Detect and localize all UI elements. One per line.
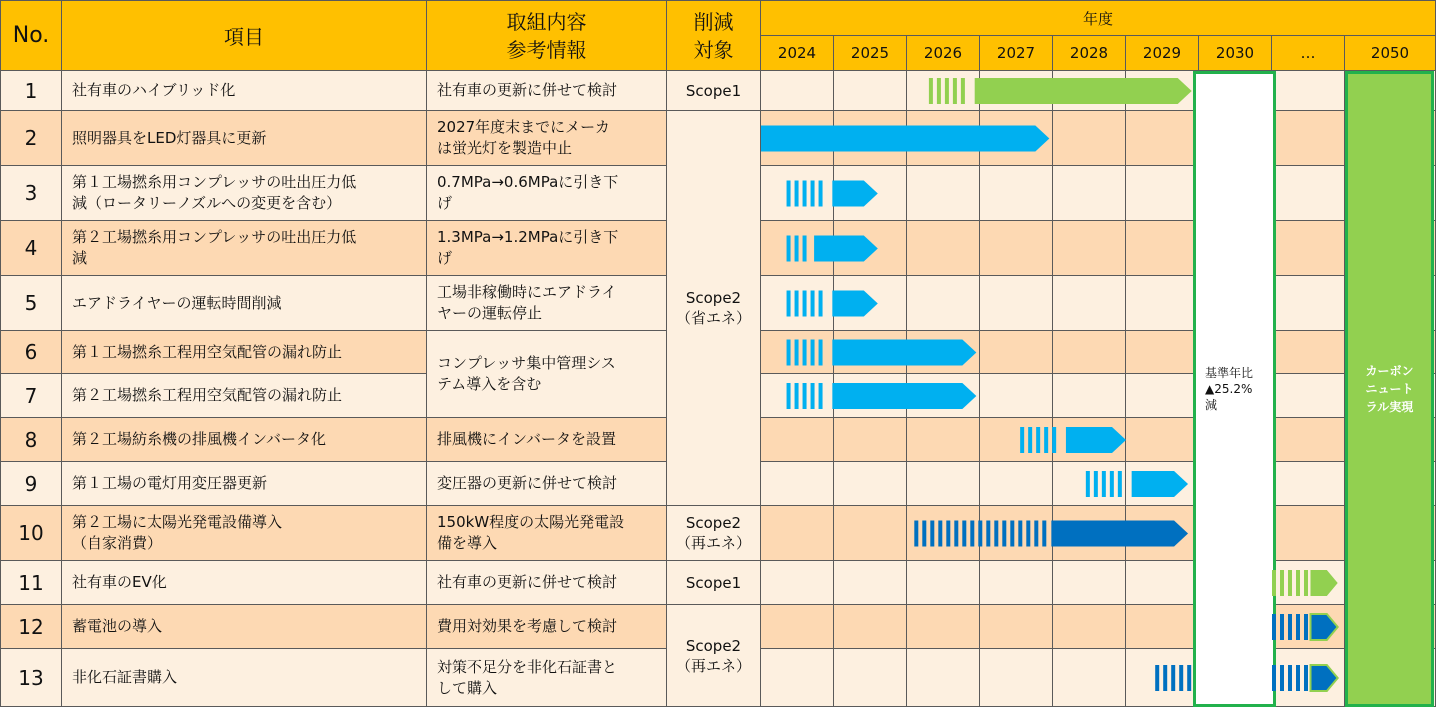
row-item: 社有車のハイブリッド化 <box>62 71 427 111</box>
bar-stripe <box>1018 521 1022 547</box>
bar-stripe <box>1272 665 1276 691</box>
bar-stripe <box>1187 665 1191 691</box>
bar-stripe <box>1118 471 1122 497</box>
schedule-bar <box>787 291 878 317</box>
bar-stripe <box>994 521 998 547</box>
bar-stripe <box>1155 665 1159 691</box>
header-year: … <box>1272 36 1345 71</box>
row-number: 6 <box>0 331 62 374</box>
bar-stripe <box>803 181 807 207</box>
bar-stripe <box>819 291 823 317</box>
bar-stripe <box>1304 570 1308 596</box>
row-item: 蓄電池の導入 <box>62 605 427 649</box>
bar-stripe <box>1042 521 1046 547</box>
schedule-bar <box>914 521 1188 547</box>
bar-stripe <box>811 340 815 366</box>
bar-stripe <box>787 181 791 207</box>
row-reference: 社有車の更新に併せて検討 <box>427 561 667 605</box>
row-reference: 排風機にインバータを設置 <box>427 418 667 462</box>
scope-cell: Scope2 （再エネ） <box>667 506 761 561</box>
bar-stripe <box>819 340 823 366</box>
bar-arrow <box>761 126 1049 152</box>
bar-stripe <box>1280 665 1284 691</box>
row-number: 3 <box>0 166 62 221</box>
row-item: 第１工場撚糸用コンプレッサの吐出圧力低 減（ロータリーノズルへの変更を含む） <box>62 166 427 221</box>
bar-stripe <box>1179 665 1183 691</box>
bar-arrow <box>832 291 877 317</box>
row-reference: 1.3MPa→1.2MPaに引き下 げ <box>427 221 667 276</box>
header-content-line1: 取組内容 <box>506 9 587 34</box>
bar-stripe <box>1102 471 1106 497</box>
row-number: 12 <box>0 605 62 649</box>
schedule-bar <box>1155 665 1191 691</box>
row-number: 10 <box>0 506 62 561</box>
bar-arrow <box>832 383 976 409</box>
bar-stripe <box>970 521 974 547</box>
bar-arrow <box>975 78 1192 104</box>
header-item: 項目 <box>62 0 427 71</box>
bar-stripe <box>1034 521 1038 547</box>
header-no: No. <box>0 0 62 71</box>
bar-stripe <box>795 291 799 317</box>
bar-stripe <box>922 521 926 547</box>
bar-stripe <box>1026 521 1030 547</box>
bar-stripe <box>1272 570 1276 596</box>
schedule-bar <box>1272 614 1338 640</box>
bar-stripe <box>803 236 807 262</box>
bar-stripe <box>1288 665 1292 691</box>
bar-stripe <box>811 383 815 409</box>
target-2030-box: 基準年比 ▲25.2% 減 <box>1193 71 1276 707</box>
bar-stripe <box>962 521 966 547</box>
header-year: 2025 <box>834 36 907 71</box>
bar-stripe <box>1296 665 1300 691</box>
bar-stripe <box>986 521 990 547</box>
bar-stripe <box>1110 471 1114 497</box>
row-number: 13 <box>0 649 62 707</box>
header-scope-line2: 対象 <box>693 37 734 62</box>
header-year: 2027 <box>980 36 1053 71</box>
row-item: 社有車のEV化 <box>62 561 427 605</box>
bar-stripe <box>1094 471 1098 497</box>
bar-arrow <box>1311 570 1338 596</box>
row-item: 非化石証書購入 <box>62 649 427 707</box>
row-reference: 工場非稼働時にエアドライ ヤーの運転停止 <box>427 276 667 331</box>
bar-stripe <box>803 291 807 317</box>
row-number: 2 <box>0 111 62 166</box>
scope-cell: Scope2 （省エネ） <box>667 111 761 506</box>
row-item: 第１工場の電灯用変圧器更新 <box>62 462 427 506</box>
bar-stripe <box>1163 665 1167 691</box>
row-reference: 150kW程度の太陽光発電設 備を導入 <box>427 506 667 561</box>
bar-stripe <box>1288 614 1292 640</box>
bar-stripe <box>795 340 799 366</box>
header-content-line2: 参考情報 <box>506 37 587 62</box>
bar-stripe <box>938 521 942 547</box>
bar-arrow <box>832 181 877 207</box>
bar-stripe <box>930 521 934 547</box>
bar-stripe <box>1036 427 1040 453</box>
bar-stripe <box>1010 521 1014 547</box>
row-number: 4 <box>0 221 62 276</box>
bar-stripe <box>953 78 957 104</box>
bar-stripe <box>787 291 791 317</box>
bar-stripe <box>1280 570 1284 596</box>
bar-stripe <box>954 521 958 547</box>
bar-arrow <box>814 236 878 262</box>
bar-stripe <box>1280 614 1284 640</box>
row-number: 11 <box>0 561 62 605</box>
bar-stripe <box>929 78 933 104</box>
bar-stripe <box>1296 614 1300 640</box>
row-number: 9 <box>0 462 62 506</box>
row-number: 8 <box>0 418 62 462</box>
bar-stripe <box>978 521 982 547</box>
row-item: 第２工場紡糸機の排風機インバータ化 <box>62 418 427 462</box>
row-item: 第２工場に太陽光発電設備導入 （自家消費） <box>62 506 427 561</box>
row-item: 第２工場撚糸用コンプレッサの吐出圧力低 減 <box>62 221 427 276</box>
bar-stripe <box>795 383 799 409</box>
bar-stripe <box>1002 521 1006 547</box>
bar-stripe <box>803 383 807 409</box>
row-reference: 0.7MPa→0.6MPaに引き下 げ <box>427 166 667 221</box>
bar-stripe <box>811 181 815 207</box>
bar-stripe <box>937 78 941 104</box>
header-year: 2029 <box>1126 36 1199 71</box>
bar-stripe <box>945 78 949 104</box>
bar-stripe <box>914 521 918 547</box>
schedule-bar <box>929 78 1192 104</box>
bar-stripe <box>946 521 950 547</box>
header-year: 2030 <box>1199 36 1272 71</box>
schedule-bar <box>787 236 878 262</box>
bar-arrow <box>1066 427 1126 453</box>
target-2050-box: カーボン ニュート ラル実現 <box>1345 71 1434 707</box>
bar-stripe <box>1020 427 1024 453</box>
header-year: 2026 <box>907 36 980 71</box>
bar-stripe <box>795 236 799 262</box>
schedule-bar <box>1086 471 1188 497</box>
row-item: 第１工場撚糸工程用空気配管の漏れ防止 <box>62 331 427 374</box>
bar-stripe <box>1272 614 1276 640</box>
schedule-bar <box>787 383 977 409</box>
bar-stripe <box>787 383 791 409</box>
bar-stripe <box>1304 665 1308 691</box>
scope-cell: Scope2 （再エネ） <box>667 605 761 707</box>
schedule-bar <box>787 340 977 366</box>
bar-arrow <box>1311 614 1338 640</box>
bar-stripe <box>795 181 799 207</box>
row-number: 7 <box>0 374 62 418</box>
bar-stripe <box>1296 570 1300 596</box>
bar-stripe <box>1304 614 1308 640</box>
bar-stripe <box>1044 427 1048 453</box>
schedule-bar <box>1272 665 1338 691</box>
scope-cell: Scope1 <box>667 561 761 605</box>
bar-stripe <box>1288 570 1292 596</box>
bar-stripe <box>1028 427 1032 453</box>
header-year: 2028 <box>1053 36 1126 71</box>
bar-stripe <box>819 383 823 409</box>
header-year: 2050 <box>1345 36 1436 71</box>
schedule-bar <box>761 126 1049 152</box>
bar-arrow <box>1132 471 1188 497</box>
bar-stripe <box>819 181 823 207</box>
schedule-bar <box>1020 427 1126 453</box>
row-item: エアドライヤーの運転時間削減 <box>62 276 427 331</box>
schedule-bar <box>787 181 878 207</box>
schedule-bar <box>1272 570 1338 596</box>
bar-stripe <box>1171 665 1175 691</box>
header-scope-line1: 削減 <box>693 9 734 34</box>
row-reference-merged: コンプレッサ集中管理シス テム導入を含む <box>427 331 667 418</box>
bar-arrow <box>1051 521 1188 547</box>
row-reference: 変圧器の更新に併せて検討 <box>427 462 667 506</box>
bar-arrow <box>832 340 976 366</box>
row-number: 1 <box>0 71 62 111</box>
row-item: 第２工場撚糸工程用空気配管の漏れ防止 <box>62 374 427 418</box>
bar-stripe <box>1086 471 1090 497</box>
bar-stripe <box>787 340 791 366</box>
row-item: 照明器具をLED灯器具に更新 <box>62 111 427 166</box>
bar-stripe <box>787 236 791 262</box>
header-year: 2024 <box>761 36 834 71</box>
bar-stripe <box>961 78 965 104</box>
row-reference: 社有車の更新に併せて検討 <box>427 71 667 111</box>
header-fiscal-year: 年度 <box>761 0 1436 36</box>
row-reference: 2027年度末までにメーカ は蛍光灯を製造中止 <box>427 111 667 166</box>
scope-cell: Scope1 <box>667 71 761 111</box>
row-reference: 対策不足分を非化石証書と して購入 <box>427 649 667 707</box>
bar-arrow <box>1311 665 1338 691</box>
row-number: 5 <box>0 276 62 331</box>
bar-stripe <box>811 291 815 317</box>
row-reference: 費用対効果を考慮して検討 <box>427 605 667 649</box>
bar-stripe <box>803 340 807 366</box>
bar-stripe <box>1052 427 1056 453</box>
